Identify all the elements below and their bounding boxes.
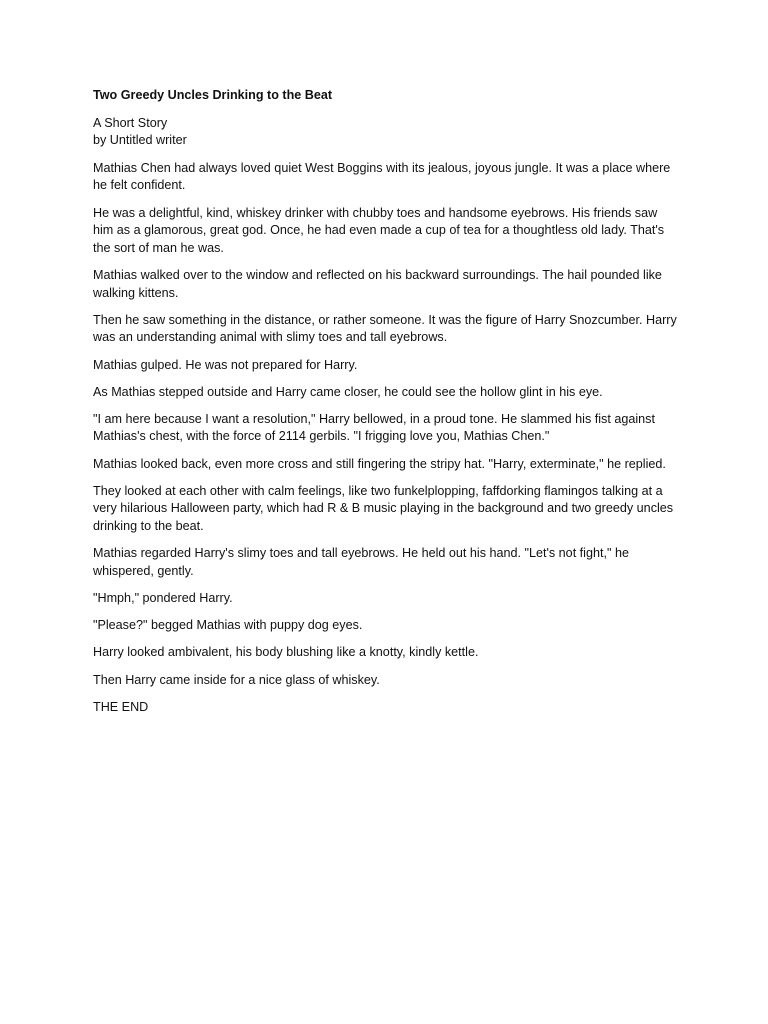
paragraph: They looked at each other with calm feelings, like two funkelplopping, faffdorking flamingos talking at a very hilarious Halloween party, which had R & B music playing in the background and two greedy uncles drinking to the beat. [93, 483, 674, 534]
paragraph: Mathias regarded Harry's slimy toes and tall eyebrows. He held out his hand. "Let's not fight," he whispered, gently. [93, 546, 629, 578]
end-marker: THE END [93, 699, 149, 714]
paragraph: "Hmph," pondered Harry. [93, 591, 233, 605]
paragraph: Mathias walked over to the window and reflected on his backward surroundings. The hail pounded like walking kittens. [93, 267, 662, 300]
story-meta [93, 115, 678, 150]
document-page [93, 87, 678, 726]
paragraph: Mathias looked back, even more cross and still fingering the stripy hat. "Harry, exterminate," he replied. [93, 456, 666, 471]
paragraph: "I am here because I want a resolution," Harry bellowed, in a proud tone. He slammed his fist against Mathias's chest, with the force of 2114 gerbils. "I frigging love you, Mathias Chen." [93, 411, 655, 444]
paragraph: Then Harry came inside for a nice glass of whiskey. [93, 672, 380, 687]
story-subtitle: A Short Story [93, 115, 168, 130]
paragraph: "Please?" begged Mathias with puppy dog eyes. [93, 618, 363, 633]
paragraph: Mathias gulped. He was not prepared for Harry. [93, 357, 358, 372]
paragraph: Mathias Chen had always loved quiet West Boggins with its jealous, joyous jungle. It was a place where he felt confident. [93, 160, 671, 193]
paragraph: Then he saw something in the distance, or rather someone. It was the figure of Harry Snozcumber. Harry was an understanding animal with slimy toes and tall eyebrows. [93, 312, 677, 345]
story-title: Two Greedy Uncles Drinking to the Beat [93, 88, 333, 102]
paragraph: He was a delightful, kind, whiskey drinker with chubby toes and handsome eyebrows. His friends saw him as a glamorous, great god. Once, he had even made a cup of tea for a thoughtless old lady. That's the sort of man he was. [93, 205, 665, 255]
paragraph: Harry looked ambivalent, his body blushing like a knotty, kindly kettle. [93, 645, 479, 660]
paragraph: As Mathias stepped outside and Harry came closer, he could see the hollow glint in his eye. [93, 384, 603, 399]
story-byline: by Untitled writer [93, 133, 187, 148]
